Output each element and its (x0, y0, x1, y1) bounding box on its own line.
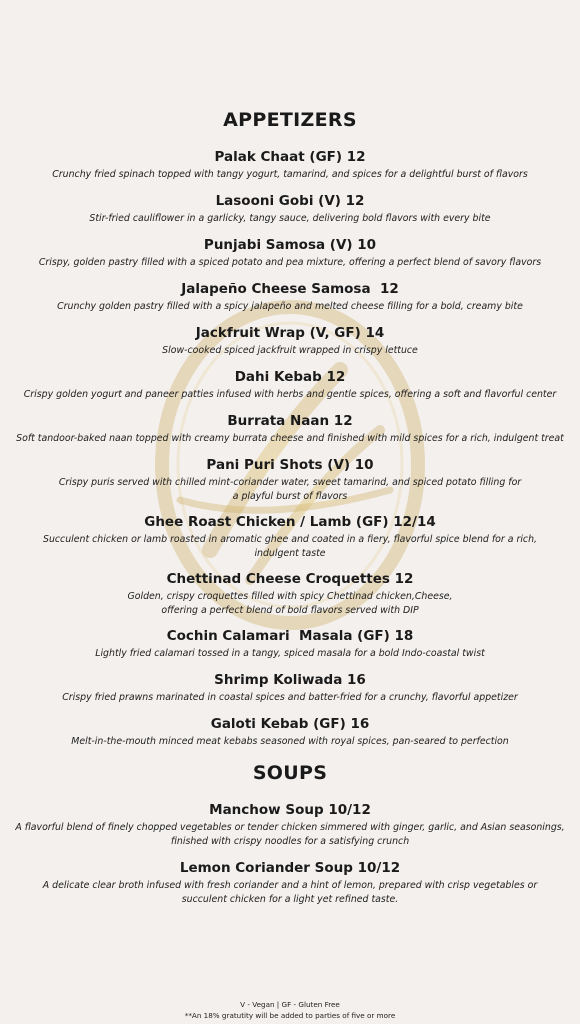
menu-item (10, 325, 570, 358)
item-description: Stir-fried cauliflower in a garlicky, tangy sauce, delivering bold flavors with every bite (89, 213, 491, 224)
item-name: Manchow Soup 10/12 (209, 802, 371, 818)
item-description: Slow-cooked spiced jackfruit wrapped in crispy lettuce (162, 345, 418, 356)
menu-item (10, 628, 570, 661)
item-description: Crunchy fried spinach topped with tangy yogurt, tamarind, and spices for a delightful burst of flavors (52, 169, 528, 180)
dietary-legend: V - Vegan | GF - Gluten Free (240, 1000, 340, 1009)
menu-item (10, 802, 570, 849)
item-name: Punjabi Samosa (V) 10 (203, 237, 377, 253)
menu-item (10, 149, 570, 182)
item-name: Burrata Naan 12 (227, 413, 353, 429)
soups-heading: SOUPS (252, 762, 328, 784)
item-description: Succulent chicken or lamb roasted in aromatic ghee and coated in a fiery, flavorful spice blend for a rich, (43, 534, 537, 545)
item-description: Golden, crispy croquettes filled with spicy Chettinad chicken,Cheese, (127, 591, 453, 602)
item-name: Dahi Kebab 12 (234, 369, 346, 385)
item-description: Crispy fried prawns marinated in coastal spices and batter-fried for a crunchy, flavorful appetizer (62, 692, 518, 703)
item-description-line2: a playful burst of flavors (232, 491, 348, 502)
menu-item (10, 413, 570, 446)
menu-item (10, 860, 570, 907)
item-description: A flavorful blend of finely chopped vegetables or tender chicken simmered with ginger, garlic, and Asian seasonings, (15, 822, 565, 833)
item-description: Soft tandoor-baked naan topped with creamy burrata cheese and finished with mild spices for a rich, indulgent treat (16, 433, 564, 444)
item-name: Cochin Calamari Masala (GF) 18 (166, 628, 414, 644)
menu-item (10, 457, 570, 504)
appetizers-heading: APPETIZERS (223, 109, 357, 131)
item-description-line2: finished with crispy noodles for a satisfying crunch (170, 836, 410, 847)
item-name: Jalapeño Cheese Samosa 12 (181, 281, 399, 297)
item-name: Lasooni Gobi (V) 12 (215, 193, 365, 209)
item-description: Crispy golden yogurt and paneer patties infused with herbs and gentle spices, offering a soft and flavorful center (23, 389, 557, 400)
item-description: Melt-in-the-mouth minced meat kebabs seasoned with royal spices, pan-seared to perfection (71, 736, 509, 747)
item-description: Crispy puris served with chilled mint-coriander water, sweet tamarind, and spiced potato filling for (58, 477, 522, 488)
item-description-line2: succulent chicken for a light yet refined taste. (181, 894, 399, 905)
item-name: Chettinad Cheese Croquettes 12 (166, 571, 414, 587)
menu-item (10, 193, 570, 226)
menu-item (10, 514, 570, 561)
menu-item (10, 716, 570, 749)
item-description: Lightly fried calamari tossed in a tangy, spiced masala for a bold Indo-coastal twist (95, 648, 485, 659)
menu-item (10, 237, 570, 270)
menu-item (10, 672, 570, 705)
item-name: Shrimp Koliwada 16 (214, 672, 366, 688)
item-name: Pani Puri Shots (V) 10 (206, 457, 374, 473)
menu-item (10, 571, 570, 618)
menu-footer (0, 999, 580, 1021)
item-description-line2: indulgent taste (254, 548, 326, 559)
menu-item (10, 281, 570, 314)
item-name: Palak Chaat (GF) 12 (214, 149, 366, 165)
item-description: A delicate clear broth infused with fresh coriander and a hint of lemon, prepared with crisp vegetables or (42, 880, 538, 891)
item-name: Ghee Roast Chicken / Lamb (GF) 12/14 (144, 514, 436, 530)
item-name: Galoti Kebab (GF) 16 (210, 716, 370, 732)
item-description-line2: offering a perfect blend of bold flavors served with DIP (161, 605, 419, 616)
item-description: Crunchy golden pastry filled with a spicy jalapeño and melted cheese filling for a bold, creamy bite (57, 301, 523, 312)
gratuity-note: **An 18% gratutity will be added to parties of five or more (184, 1011, 396, 1020)
item-name: Jackfruit Wrap (V, GF) 14 (195, 325, 385, 341)
menu-item (10, 369, 570, 402)
item-description: Crispy, golden pastry filled with a spiced potato and pea mixture, offering a perfect blend of savory flavors (38, 257, 542, 268)
item-name: Lemon Coriander Soup 10/12 (179, 860, 401, 876)
